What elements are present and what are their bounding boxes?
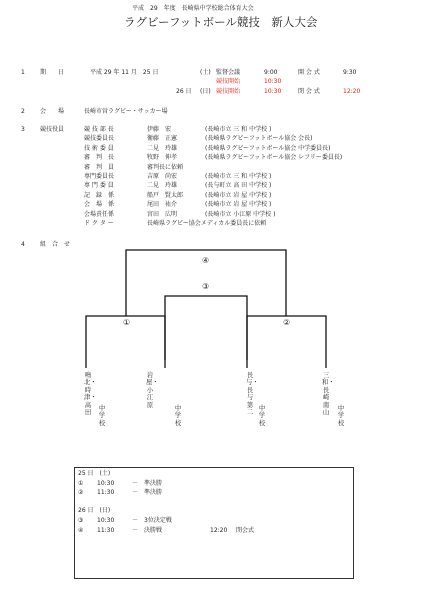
closing-time: 12:20 (210, 527, 228, 534)
official-role: 記 録 係 (84, 191, 115, 199)
official-name: 尾田 祐介 (147, 201, 178, 209)
team-1-suffix: 中学校 (98, 405, 106, 427)
semifinal-2-number: ② (283, 318, 291, 327)
third-place-bracket-line (165, 296, 247, 360)
closing-ceremony-label: 閉 会 式 (298, 88, 320, 95)
team-4-suffix: 中学校 (337, 405, 345, 427)
section-1-number: 1 (21, 69, 25, 76)
day2-weekday: (日) (200, 88, 211, 95)
team-2-suffix: 中学校 (174, 405, 182, 427)
official-role: 会 場 係 (84, 201, 115, 209)
section-1-label: 期 日 (40, 69, 65, 76)
day2-match-start-time: 10:30 (264, 88, 282, 95)
official-affil: (長崎市立 三 和 中学校 ) (205, 126, 272, 133)
official-affil: (長崎県ラグビーフットボール協会 レフリー委員長) (205, 154, 343, 162)
schedule-box (74, 467, 354, 579)
official-role: 競 技 部 長 (84, 126, 114, 133)
official-role: ド ク タ ー (84, 220, 114, 227)
official-name: 伊藤 宏 (147, 126, 172, 133)
official-name: 衛藤 正憲 (147, 135, 178, 143)
team-2-name: 岩屋・小江原 (146, 372, 159, 409)
official-role: 競技委員長 (84, 135, 115, 143)
section-4-label: 組 合 せ (40, 241, 71, 248)
official-affil: (長崎市立 岩 屋 中学校 ) (205, 191, 272, 199)
official-role: 専門委員長 (84, 173, 115, 180)
official-name: 長崎県ラグビー協会メディカル委員長に依頼 (147, 220, 267, 227)
official-name: 審判長に依頼 (147, 163, 184, 171)
game-4-desc: － 決勝戦 (132, 527, 163, 534)
game-4-time: 11:30 (97, 527, 115, 534)
game-2-number: ② (78, 489, 84, 496)
section-3-label: 競技役員 (40, 126, 65, 133)
manager-meeting-label: 監督会議 (216, 69, 241, 76)
official-name: 二見 玲雄 (147, 182, 178, 190)
official-name: 牧野 伸孝 (147, 154, 178, 162)
section-2-number: 2 (21, 108, 25, 115)
game-3-desc: － 3位決定戦 (132, 517, 172, 524)
official-affil: (長崎県ラグビーフットボール協会 会長) (205, 135, 313, 143)
team-3-suffix: 中学校 (258, 405, 266, 427)
game-3-time: 10:30 (97, 517, 115, 524)
official-affil: (長崎県ラグビーフットボール協会 中学委員長) (205, 144, 331, 152)
official-affil: (長崎市立 岩 屋 中学校 ) (205, 201, 272, 209)
game-1-desc: － 準決勝 (132, 480, 163, 487)
official-role: 審 判 員 (84, 163, 115, 171)
game-1-time: 10:30 (97, 480, 115, 487)
game-4-number: ④ (78, 527, 84, 534)
official-affil: (長与町立 高 田 中学校 ) (205, 182, 272, 190)
official-name: 船戸 賢太郎 (147, 191, 184, 199)
day1-weekday: (土) (200, 69, 211, 76)
section-2-label: 会 場 (40, 108, 65, 115)
day2-match-start-label: 競技開始 (216, 88, 241, 95)
game-1-number: ① (78, 480, 84, 487)
venue-name: 長崎市営ラグビー・サッカー場 (84, 108, 168, 115)
closing-ceremony-time: 12:20 (343, 88, 361, 95)
date-day2: 26 日 (176, 88, 192, 95)
official-affil: (長崎市立 三 和 中学校 ) (205, 173, 272, 180)
official-name: 宮田 広明 (147, 210, 178, 218)
opening-ceremony-label: 開 会 式 (298, 69, 320, 76)
team-3-name: 長与・長与第二 (246, 372, 259, 417)
team-4-name: 三和・長崎南山 (322, 372, 335, 417)
team-1-name: 鳴北・時津・高田 (84, 372, 97, 417)
official-role: 専 門 委 員 (84, 182, 114, 190)
game-2-time: 11:30 (97, 489, 115, 496)
official-name: 二見 玲雄 (147, 144, 178, 152)
manager-meeting-time: 9:00 (264, 69, 278, 76)
official-role: 会場責任係 (84, 210, 115, 218)
semifinal-1-number: ① (123, 318, 131, 327)
official-name: 吉原 尚宏 (147, 173, 178, 180)
final-match-number: ④ (202, 256, 210, 265)
schedule-day2-header: 26 日 (日) (78, 507, 111, 514)
page-title: ラグビーフットボール競技 新人大会 (124, 15, 318, 29)
schedule-day1-header: 25 日 (土) (78, 470, 111, 477)
official-role: 審 判 長 (84, 154, 115, 162)
date-day1: 平成 29 年 11 月 25 日 (90, 69, 159, 76)
game-2-desc: － 準決勝 (132, 489, 163, 496)
opening-ceremony-time: 9:30 (343, 69, 357, 76)
closing-label: 閉会式 (236, 527, 255, 534)
section-4-number: 4 (21, 241, 25, 248)
official-affil: (長崎市立 小江原 中学校 ) (205, 210, 276, 218)
section-3-number: 3 (21, 126, 25, 133)
third-place-match-number: ③ (202, 282, 210, 291)
day1-match-start-label: 競技開始 (216, 78, 241, 85)
event-subtitle: 平成 29 年度 長崎県中学校総合体育大会 (132, 5, 254, 12)
game-3-number: ③ (78, 517, 84, 524)
official-role: 技 術 委 員 (84, 144, 114, 152)
day1-match-start-time: 10:30 (264, 78, 282, 85)
